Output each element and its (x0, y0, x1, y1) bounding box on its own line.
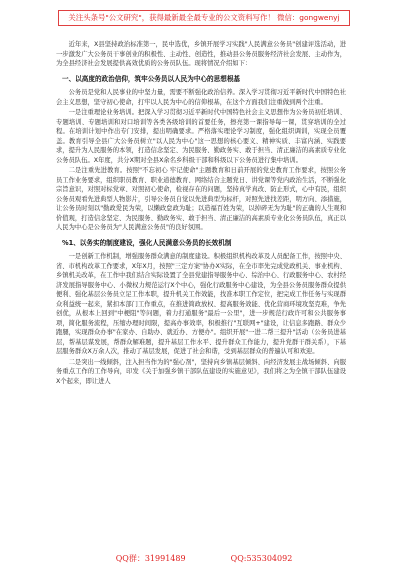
section1-paragraph: 二是注重先进教育。按照"不忘初心 牢记使命"主题教育和日前开展的党史教育工作要求，按照公务员工作业务要求，组织职员教育、职业道德教育、网络结合主题党日、讲党课等党内政治生活，不断强化宗旨意识，对照对标党章、对照初心使命，检视存在的问题，坚持真学真改、防止形式，心中有民，组织公务员观看先进典型人物影片，引导公务员自觉以先进典型为标杆，对照先进找差距，明方向、添措施，让公务员时刻以"勤政爱民为荣，以懒政怠政为耻；以造福百姓为荣，以掉碎无为为耻"的正确的人生观和价值观，打造信念坚定、为民服务、勤政务实、敢于担当、清正廉洁的高素质专业化公务员队伍，真正以人民为中心是公务员为"人民满意公务员"的良好氛围。 (56, 167, 346, 231)
section1-paragraph: 公务员是党和人民事业的中坚力量，需要不断强化政治信养。深入学习贯彻习近平新时代中国特色社会主义思想，坚守初心使命，打牢以人民为中心的信仰根基，在这个方面我们注重做到两个注重。 (56, 89, 346, 106)
intro-paragraph: 近年来，X县坚持政治标准第一，民中选优，乡镇开展学习实践"人民满意公务员"创建评选活动，进一步激发广大公务员干事创业的积极性、主动性、创造性，推动县公务员服务经济社会发展、主动作为，为全县经济社会发展提供高效优质的公务员队伍。现将情况介绍如下： (56, 41, 346, 67)
closing-paragraph: 二是突出一线倾斜，注入担当作为的"强心剂"，坚持向乡镇基层倾斜、向经济发展主战场倾斜、向服务重点工作的工作导向，印发《关于加强乡镇干部队伍建设的实施意见》，我们将之为全镇干部队伍建设X个起来，即让进人 (56, 358, 346, 385)
section1-paragraph: 一是注重理论业务培训。把深入学习贯彻习近平新时代中国特色社会主义思想作为公务员初任培训、专题培训、专题培训和对口培训等各类各级培训的首要任务，擦亮第一课指导每一课，贯穿培训的全过程。在培训计划中作出专门安排，提出明确要求。严格落实理论学习制度，强化组织调训，实现全员覆盖。教育引导全县广大公务员树立"以人民为中心"这一思想的核心要义、精神实质、丰富内涵、实践要求，提升为人民服务的本领，打造信念坚定、为民服务、勤政务实、敢于担当、清正廉洁的高素质专业化公务员队伍。X年度，共分X期对全县X余名乡科级干部和科级以下公务员进行集中培训。 (56, 109, 346, 164)
footer-contact (0, 553, 408, 564)
header-banner: 关注头条号"公文研究"，获得最新最全最专业的公文资料写作！ 微信：gongwenyj (58, 10, 350, 26)
section-heading-2: %1、以务实的制度建设，强化人民满意公务员的长效机制 (62, 238, 232, 247)
qq-group: QQ群：31991489 (115, 554, 186, 563)
document-body (56, 40, 346, 387)
qq-number: QQ:535304092 (230, 554, 293, 563)
section-heading-1: 一、以高度的政治信仰，筑牢公务员以人民为中心的思想根基 (62, 74, 241, 83)
section2-paragraph: 一是创新工作机制，增强服务群众满意的制度建设。积极组织机构改革及人员配备工作，按照中央、省、市机构改革工作要求，X年X月，按照"三定方案"协办X实际，在全市率先完成党政机关、事业机构、乡镇机关改革，在工作中我们结合实际设置了全县党建指导服务中心、综治中心、行政服务中心、农村经济发展指导服务中心、小微权力规范运行X个中心，强化行政服务中心建设，为全县公务员服务群众提供便利、强化基层公务员立足工作本职，提升机关工作效能，找准本职工作定位，把完成工作任务与实现群众利益统一起来，紧扣本部门工作重点，在推进简政放权、提高服务效能、优化营商环境攻坚克难，争先创优，从根本上回到"中梗阻"等问题，着力打通服务"最后一公里"，进一步规范行政许可和公共服务事项，简化服务流程，压缩办理时间限，提高办事效率，积极推行"互联网+"建设，让信息多跑路、群众少跑腿，实现群众办事"在家办、自助办、就近办、方便办"。组织开展"一进二帮三提升"活动（公务员进基层，帮基层谋发展，帮群众解难题，提升基层工作水平、提升群众工作能力，提升党群干群关系），下基层服务群众X万余人次，推动了基层发展，促进了社会和谐，受到基层群众的普遍认可和欢迎。 (56, 253, 346, 355)
